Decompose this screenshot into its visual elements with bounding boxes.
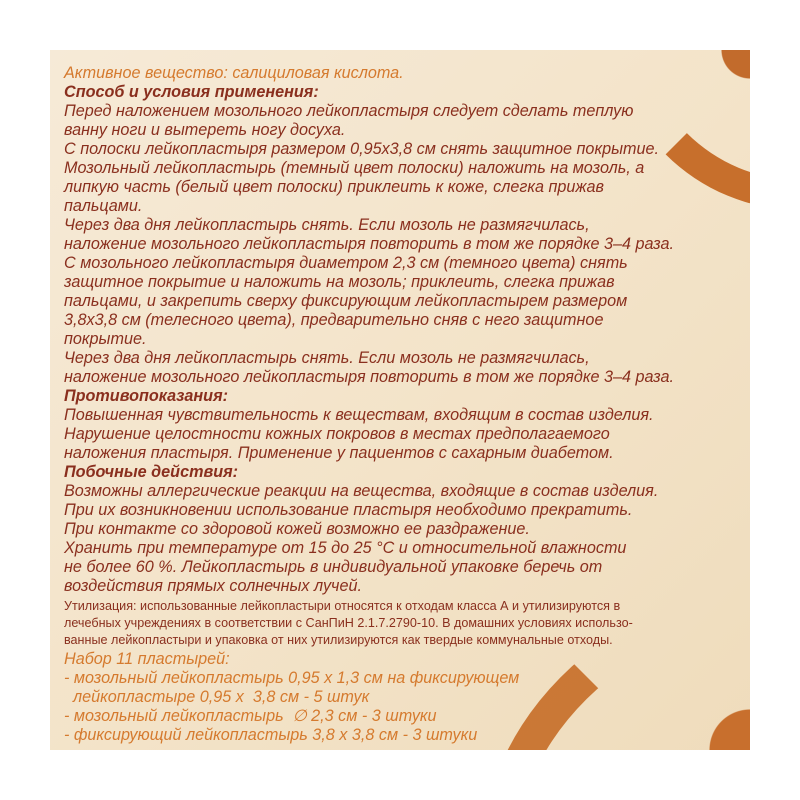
method-line: 3,8x3,8 см (телесного цвета), предварительно сняв с него защитное (64, 311, 604, 329)
set-item: - фиксирующий лейкопластырь 3,8 х 3,8 см - 3 штуки (64, 726, 478, 744)
method-line: липкую часть (белый цвет полоски) приклеить к коже, слегка прижав (64, 178, 604, 196)
method-line: ванну ноги и вытереть ногу досуха. (64, 121, 346, 139)
contraindication-line: Нарушение целостности кожных покровов в местах предполагаемого (64, 425, 610, 443)
set-heading: Набор 11 пластырей: (64, 650, 230, 668)
storage-line: воздействия прямых солнечных лучей. (64, 577, 362, 595)
side-effect-line: При их возникновении использование пластыря необходимо прекратить. (64, 501, 633, 519)
method-line: наложение мозольного лейкопластыря повторить в том же порядке 3–4 раза. (64, 235, 675, 253)
disposal-line: лечебных учреждениях в соответствии с СанПиН 2.1.7.2790-10. В домашних условиях использо- (64, 616, 633, 630)
set-item: - мозольный лейкопластырь ∅ 2,3 см - 3 штуки (64, 707, 437, 725)
method-line: покрытие. (64, 330, 147, 348)
disposal-line: ванные лейкопластыри и упаковка от них утилизируются как твердые коммунальные отходы. (64, 633, 613, 647)
package-panel (50, 50, 750, 750)
method-line: Через два дня лейкопластырь снять. Если мозоль не размягчилась, (64, 216, 590, 234)
storage-line: Хранить при температуре от 15 до 25 °С и относительной влажности (64, 539, 627, 557)
contraindications-heading: Противопоказания: (64, 387, 228, 405)
method-line: С мозольного лейкопластыря диаметром 2,3 см (темного цвета) снять (64, 254, 628, 272)
method-heading: Способ и условия применения: (64, 83, 319, 101)
method-line: наложение мозольного лейкопластыря повторить в том же порядке 3–4 раза. (64, 368, 675, 386)
corner-decoration (680, 50, 750, 90)
active-substance: Активное вещество: салициловая кислота. (64, 64, 404, 82)
corner-decoration (690, 690, 750, 750)
method-line: пальцами. (64, 197, 143, 215)
contraindication-line: наложения пластыря. Применение у пациентов с сахарным диабетом. (64, 444, 614, 462)
method-line: Через два дня лейкопластырь снять. Если мозоль не размягчилась, (64, 349, 590, 367)
method-line: Мозольный лейкопластырь (темный цвет полоски) наложить на мозоль, а (64, 159, 645, 177)
disposal-line: Утилизация: использованные лейкопластыри относятся к отходам класса А и утилизируются в (64, 599, 621, 613)
method-line: С полоски лейкопластыря размером 0,95x3,8 см снять защитное покрытие. (64, 140, 659, 158)
storage-line: не более 60 %. Лейкопластырь в индивидуальной упаковке беречь от (64, 558, 603, 576)
method-line: Перед наложением мозольного лейкопластыря следует сделать теплую (64, 102, 634, 120)
contraindication-line: Повышенная чувствительность к веществам, входящим в состав изделия. (64, 406, 654, 424)
set-item: - мозольный лейкопластырь 0,95 х 1,3 см на фиксирующем (64, 669, 520, 687)
side-effect-line: Возможны аллергические реакции на вещества, входящие в состав изделия. (64, 482, 659, 500)
set-item: лейкопластыре 0,95 х 3,8 см - 5 штук (64, 688, 370, 706)
side-effects-heading: Побочные действия: (64, 463, 239, 481)
side-effect-line: При контакте со здоровой кожей возможно ее раздражение. (64, 520, 530, 538)
method-line: пальцами, и закрепить сверху фиксирующим лейкопластырем размером (64, 292, 628, 310)
method-line: защитное покрытие и наложить на мозоль; приклеить, слегка прижав (64, 273, 615, 291)
